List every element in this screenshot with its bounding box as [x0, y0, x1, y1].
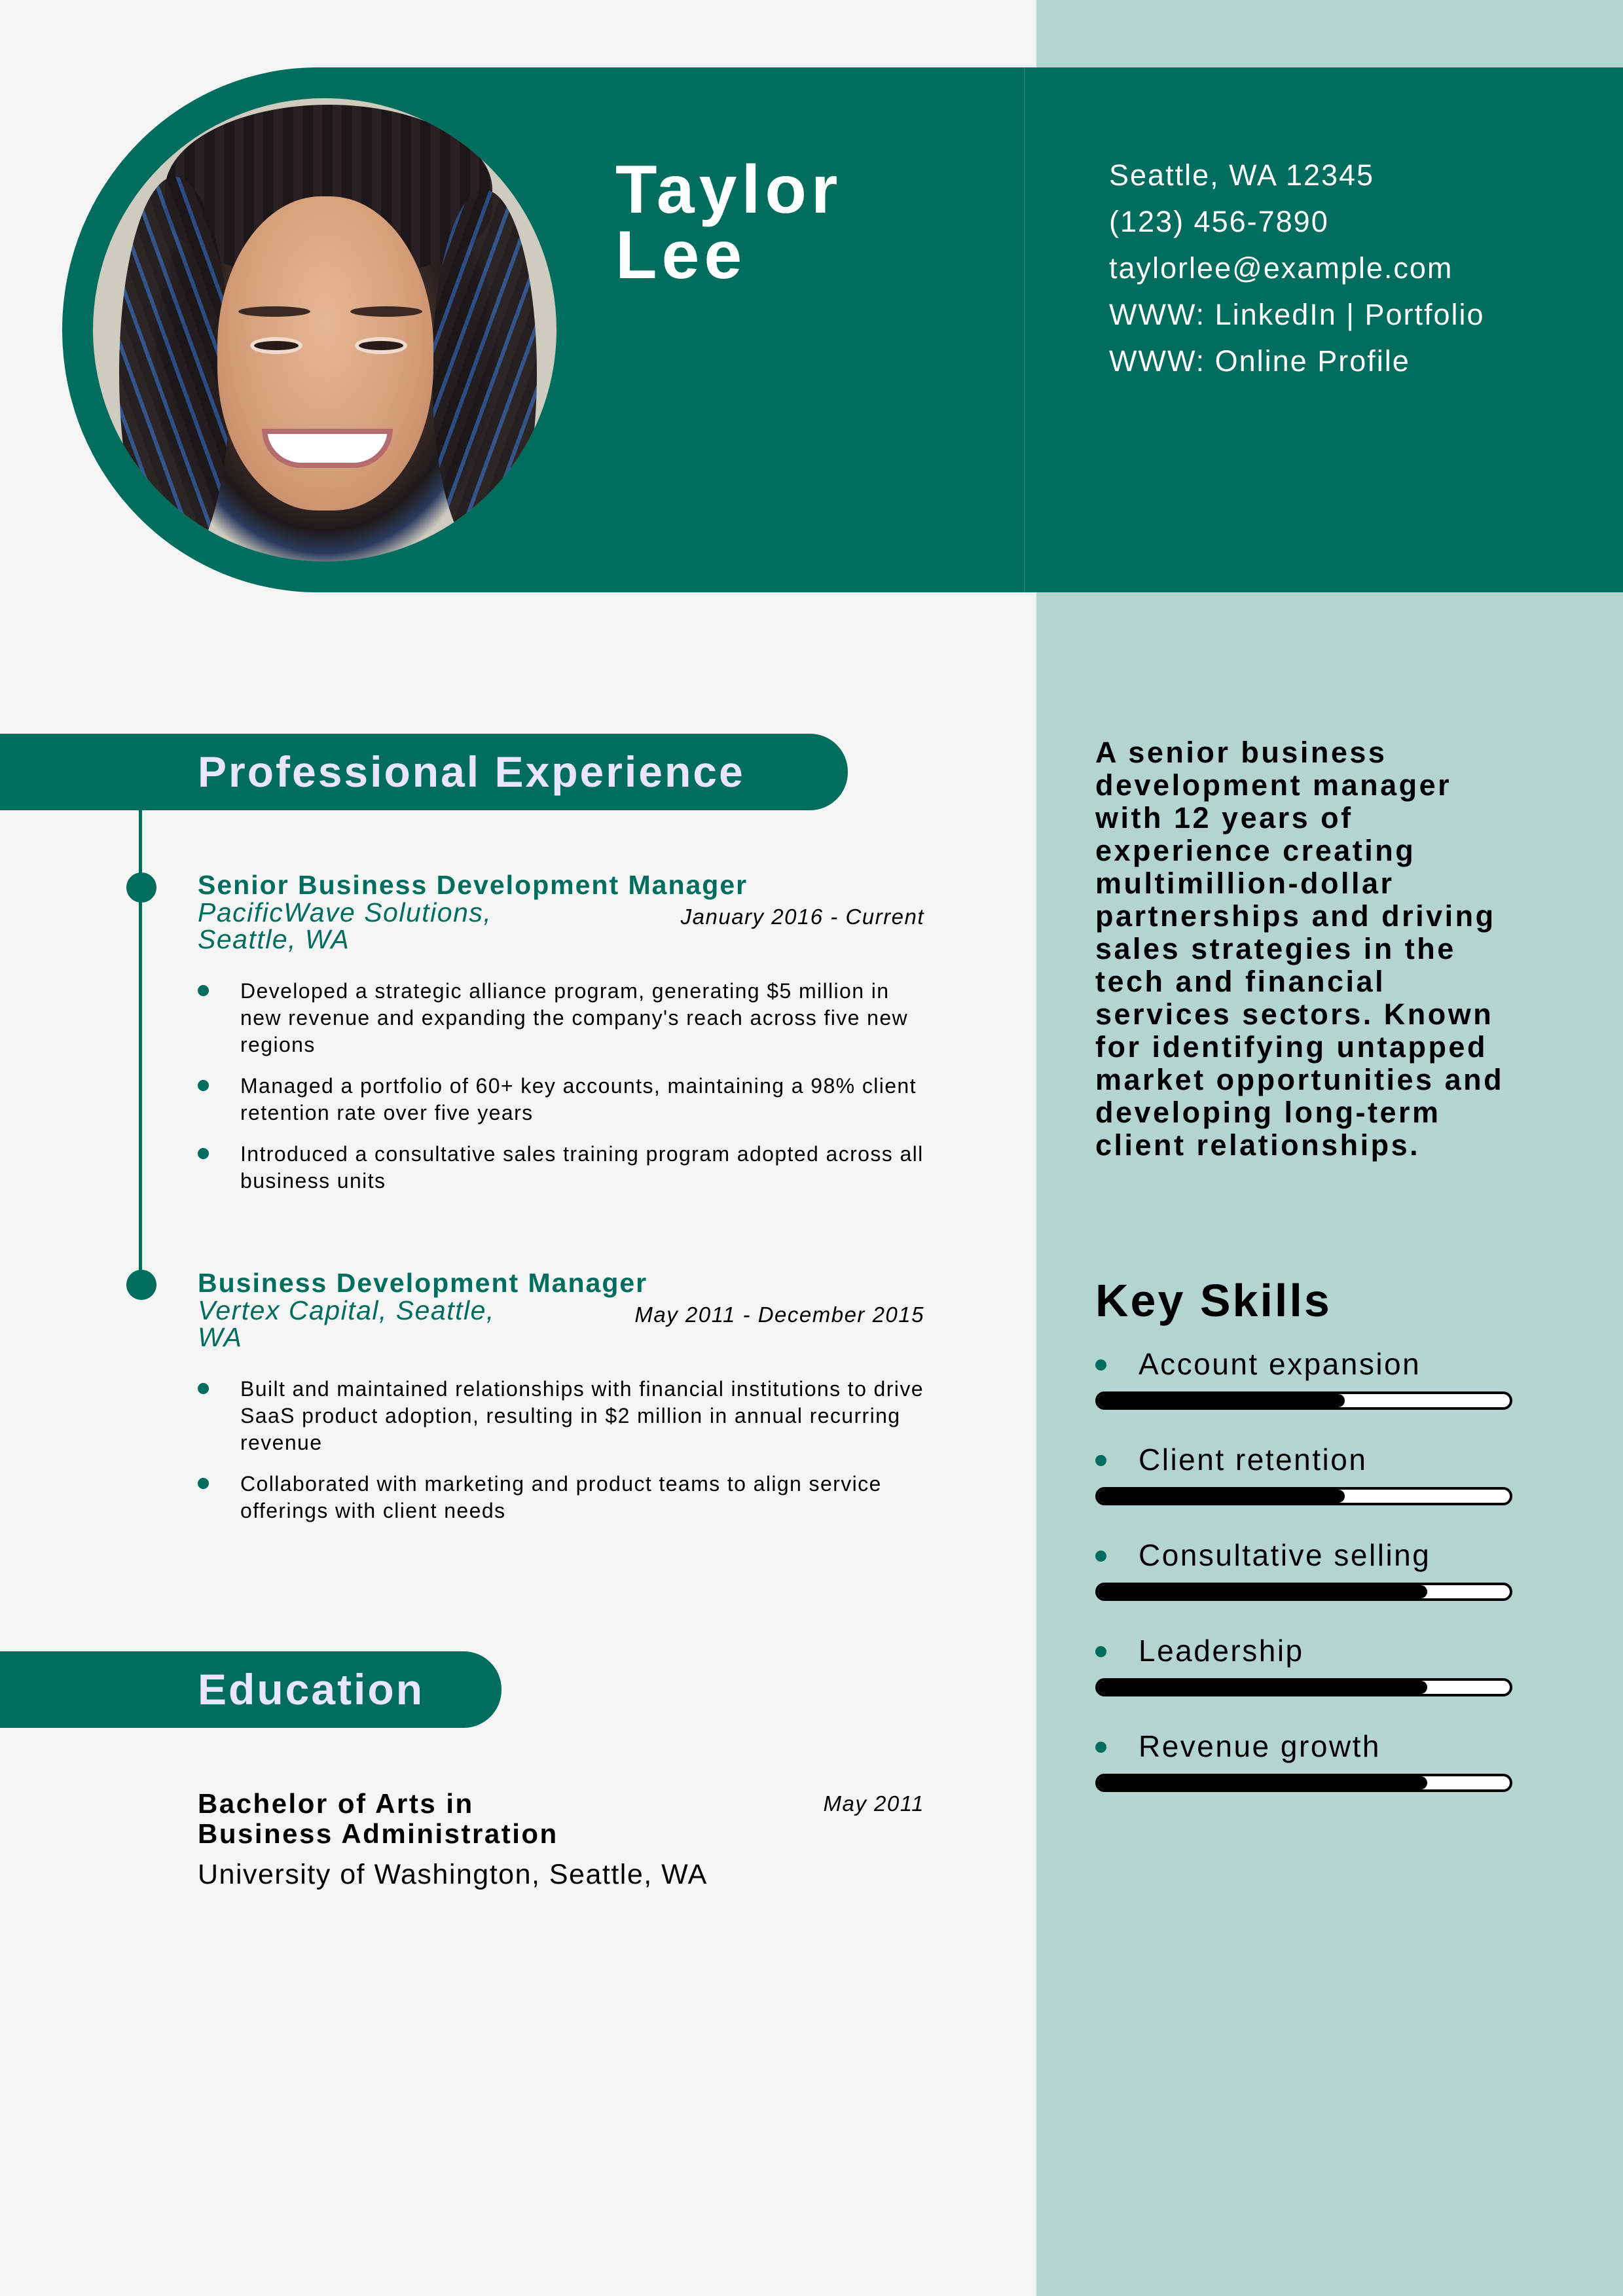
job-bullets — [198, 978, 924, 1194]
photo-eye-right — [355, 337, 407, 354]
job-bullet: Collaborated with marketing and product teams to align service offerings with client needs — [198, 1471, 924, 1524]
skill-item — [1095, 1437, 1514, 1533]
experience-section-title: Professional Experience — [198, 747, 745, 796]
job-entry — [198, 1268, 924, 1539]
job-dates: January 2016 - Current — [680, 905, 924, 929]
skill-label: Consultative selling — [1139, 1538, 1431, 1572]
candidate-name — [615, 152, 843, 293]
education-date: May 2011 — [823, 1791, 924, 1816]
contact-online-profile[interactable]: WWW: Online Profile — [1109, 344, 1410, 378]
last-name: Lee — [615, 217, 747, 293]
education-school: University of Washington, Seattle, WA — [198, 1859, 708, 1890]
skill-level-fill — [1098, 1776, 1427, 1789]
skill-level-fill — [1098, 1490, 1345, 1503]
bullet-icon — [1095, 1646, 1106, 1657]
skill-level-bar — [1095, 1678, 1512, 1696]
professional-summary: A senior business development manager with 12 years of experience creating multimillion-dollar partnerships and driving sales strategies in the tech and financial services sectors. Known for identifying untapped market opportunities and developing long-term client relationships. — [1095, 736, 1504, 1162]
skill-level-fill — [1098, 1681, 1427, 1694]
job-meta — [198, 1297, 924, 1352]
skill-item — [1095, 1342, 1514, 1437]
skill-level-bar — [1095, 1774, 1512, 1792]
bullet-icon — [1095, 1742, 1106, 1753]
skill-item — [1095, 1724, 1514, 1820]
bullet-icon — [1095, 1455, 1106, 1466]
job-company: Vertex Capital, Seattle, WA — [198, 1295, 495, 1352]
timeline-dot — [126, 1270, 156, 1300]
job-bullet: Developed a strategic alliance program, generating $5 million in new revenue and expanding the company's reach across five new regions — [198, 978, 924, 1058]
skill-level-fill — [1098, 1394, 1345, 1407]
contact-phone[interactable]: (123) 456-7890 — [1109, 205, 1329, 238]
contact-info — [1109, 152, 1485, 384]
skill-level-bar — [1095, 1391, 1512, 1410]
job-bullet: Built and maintained relationships with financial institutions to drive SaaS product adoption, resulting in $2 million in annual recurring revenue — [198, 1376, 924, 1456]
header-divider — [1024, 67, 1025, 592]
photo-hair-right — [432, 190, 537, 556]
first-name: Taylor — [615, 152, 843, 228]
skills-list — [1095, 1342, 1514, 1820]
skill-label: Account expansion — [1139, 1347, 1421, 1381]
bullet-icon — [1095, 1551, 1106, 1562]
job-meta — [198, 899, 924, 954]
bullet-icon — [1095, 1359, 1106, 1371]
education-degree: Bachelor of Arts in Business Administration — [198, 1788, 558, 1849]
job-title: Business Development Manager — [198, 1268, 648, 1298]
photo-brow-right — [350, 306, 422, 317]
timeline-dot — [126, 872, 156, 903]
contact-email[interactable]: taylorlee@example.com — [1109, 251, 1453, 285]
photo-eye-left — [250, 337, 302, 354]
experience-section-header — [0, 734, 848, 810]
skill-label: Client retention — [1139, 1443, 1368, 1477]
education-entry — [198, 1789, 924, 1891]
contact-address: Seattle, WA 12345 — [1109, 158, 1375, 192]
profile-photo — [93, 98, 556, 562]
contact-links[interactable]: WWW: LinkedIn | Portfolio — [1109, 298, 1485, 331]
job-bullets — [198, 1376, 924, 1524]
job-bullet: Introduced a consultative sales training program adopted across all business units — [198, 1141, 924, 1194]
job-entry — [198, 870, 924, 1209]
skill-level-fill — [1098, 1585, 1427, 1598]
skills-section-title: Key Skills — [1095, 1275, 1332, 1326]
skill-item — [1095, 1533, 1514, 1628]
photo-hair-left — [119, 177, 230, 562]
job-title: Senior Business Development Manager — [198, 870, 748, 900]
skill-item — [1095, 1628, 1514, 1724]
skill-label: Leadership — [1139, 1634, 1304, 1668]
photo-smile — [262, 429, 393, 468]
photo-brow-left — [238, 306, 310, 317]
job-dates: May 2011 - December 2015 — [634, 1302, 924, 1327]
job-bullet: Managed a portfolio of 60+ key accounts, maintaining a 98% client retention rate over five years — [198, 1073, 924, 1126]
skill-level-bar — [1095, 1583, 1512, 1601]
education-section-header — [0, 1651, 501, 1728]
skill-label: Revenue growth — [1139, 1729, 1381, 1763]
skill-level-bar — [1095, 1487, 1512, 1505]
education-section-title: Education — [198, 1665, 425, 1713]
job-company: PacificWave Solutions, Seattle, WA — [198, 897, 492, 954]
